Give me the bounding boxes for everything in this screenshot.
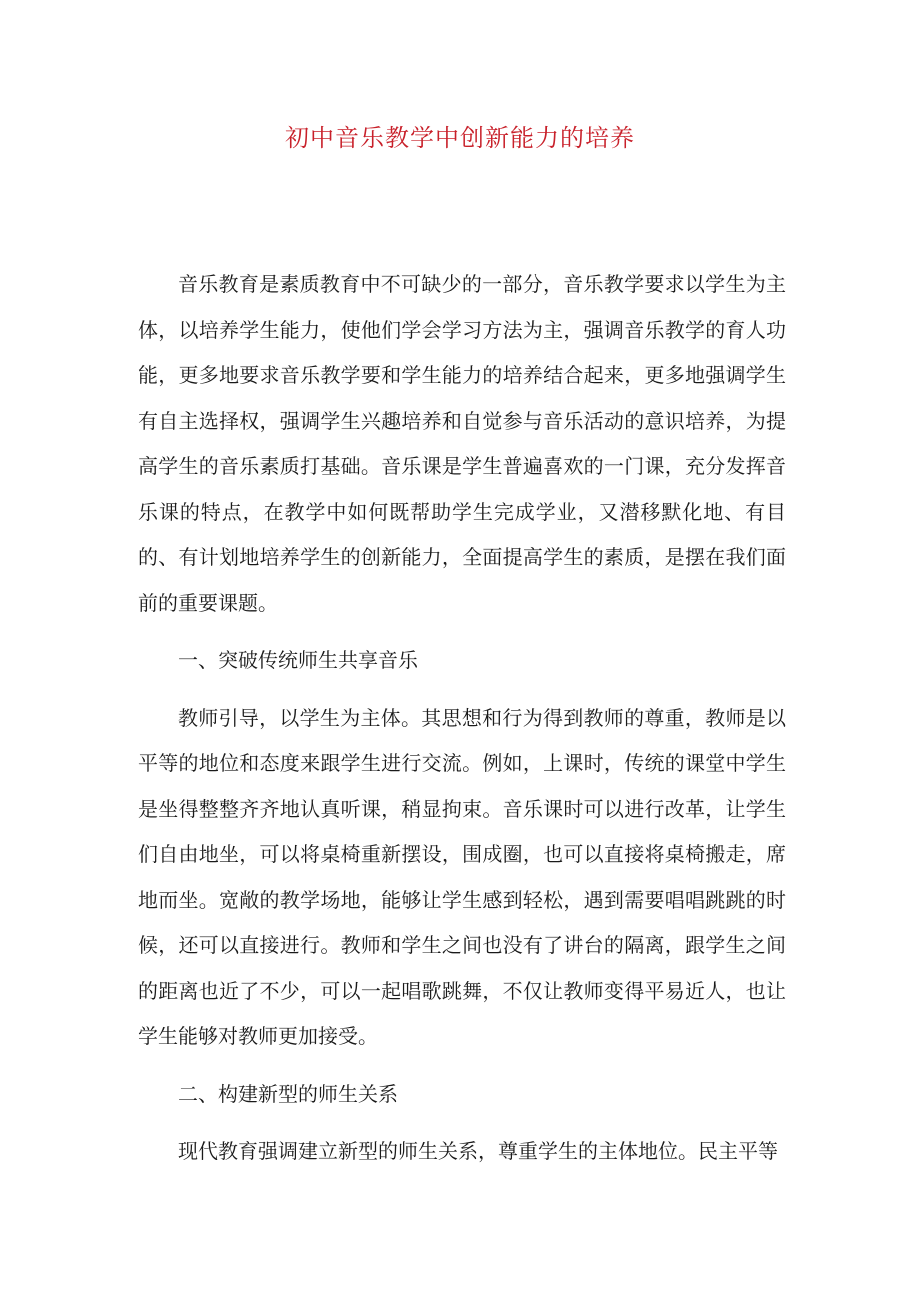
section-heading-1: 一、突破传统师生共享音乐 bbox=[178, 648, 418, 672]
section-2-paragraph: 现代教育强调建立新型的师生关系，尊重学生的主体地位。民主平等 bbox=[178, 1139, 778, 1163]
intro-paragraph: 音乐教育是素质教育中不可缺少的一部分，音乐教学要求以学生为主体，以培养学生能力，使他们学会学习方法为主，强调音乐教学的育人功能，更多地要求音乐教学要和学生能力的培养结合起来，更多地强调学生有自主选择权，强调学生兴趣培养和自觉参与音乐活动的意识培养，为提高学生的音乐素质打基础。音乐课是学生普遍喜欢的一门课，充分发挥音乐课的特点，在教学中如何既帮助学生完成学业，又潜移默化地、有目的、有计划地培养学生的创新能力，全面提高学生的素质，是摆在我们面前的重要课题。 bbox=[138, 272, 786, 615]
section-heading-2: 二、构建新型的师生关系 bbox=[178, 1081, 398, 1106]
document-title: 初中音乐教学中创新能力的培养 bbox=[285, 124, 635, 152]
document-body bbox=[138, 262, 786, 1175]
section-1-paragraph: 教师引导，以学生为主体。其思想和行为得到教师的尊重，教师是以平等的地位和态度来跟学生进行交流。例如，上课时，传统的课堂中学生是坐得整整齐齐地认真听课，稍显拘束。音乐课时可以进行改革，让学生们自由地坐，可以将桌椅重新摆设，围成圈，也可以直接将桌椅搬走，席地而坐。宽敞的教学场地，能够让学生感到轻松，遇到需要唱唱跳跳的时候，还可以直接进行。教师和学生之间也没有了讲台的隔离，跟学生之间的距离也近了不少，可以一起唱歌跳舞，不仅让教师变得平易近人，也让学生能够对教师更加接受。 bbox=[138, 705, 786, 1048]
